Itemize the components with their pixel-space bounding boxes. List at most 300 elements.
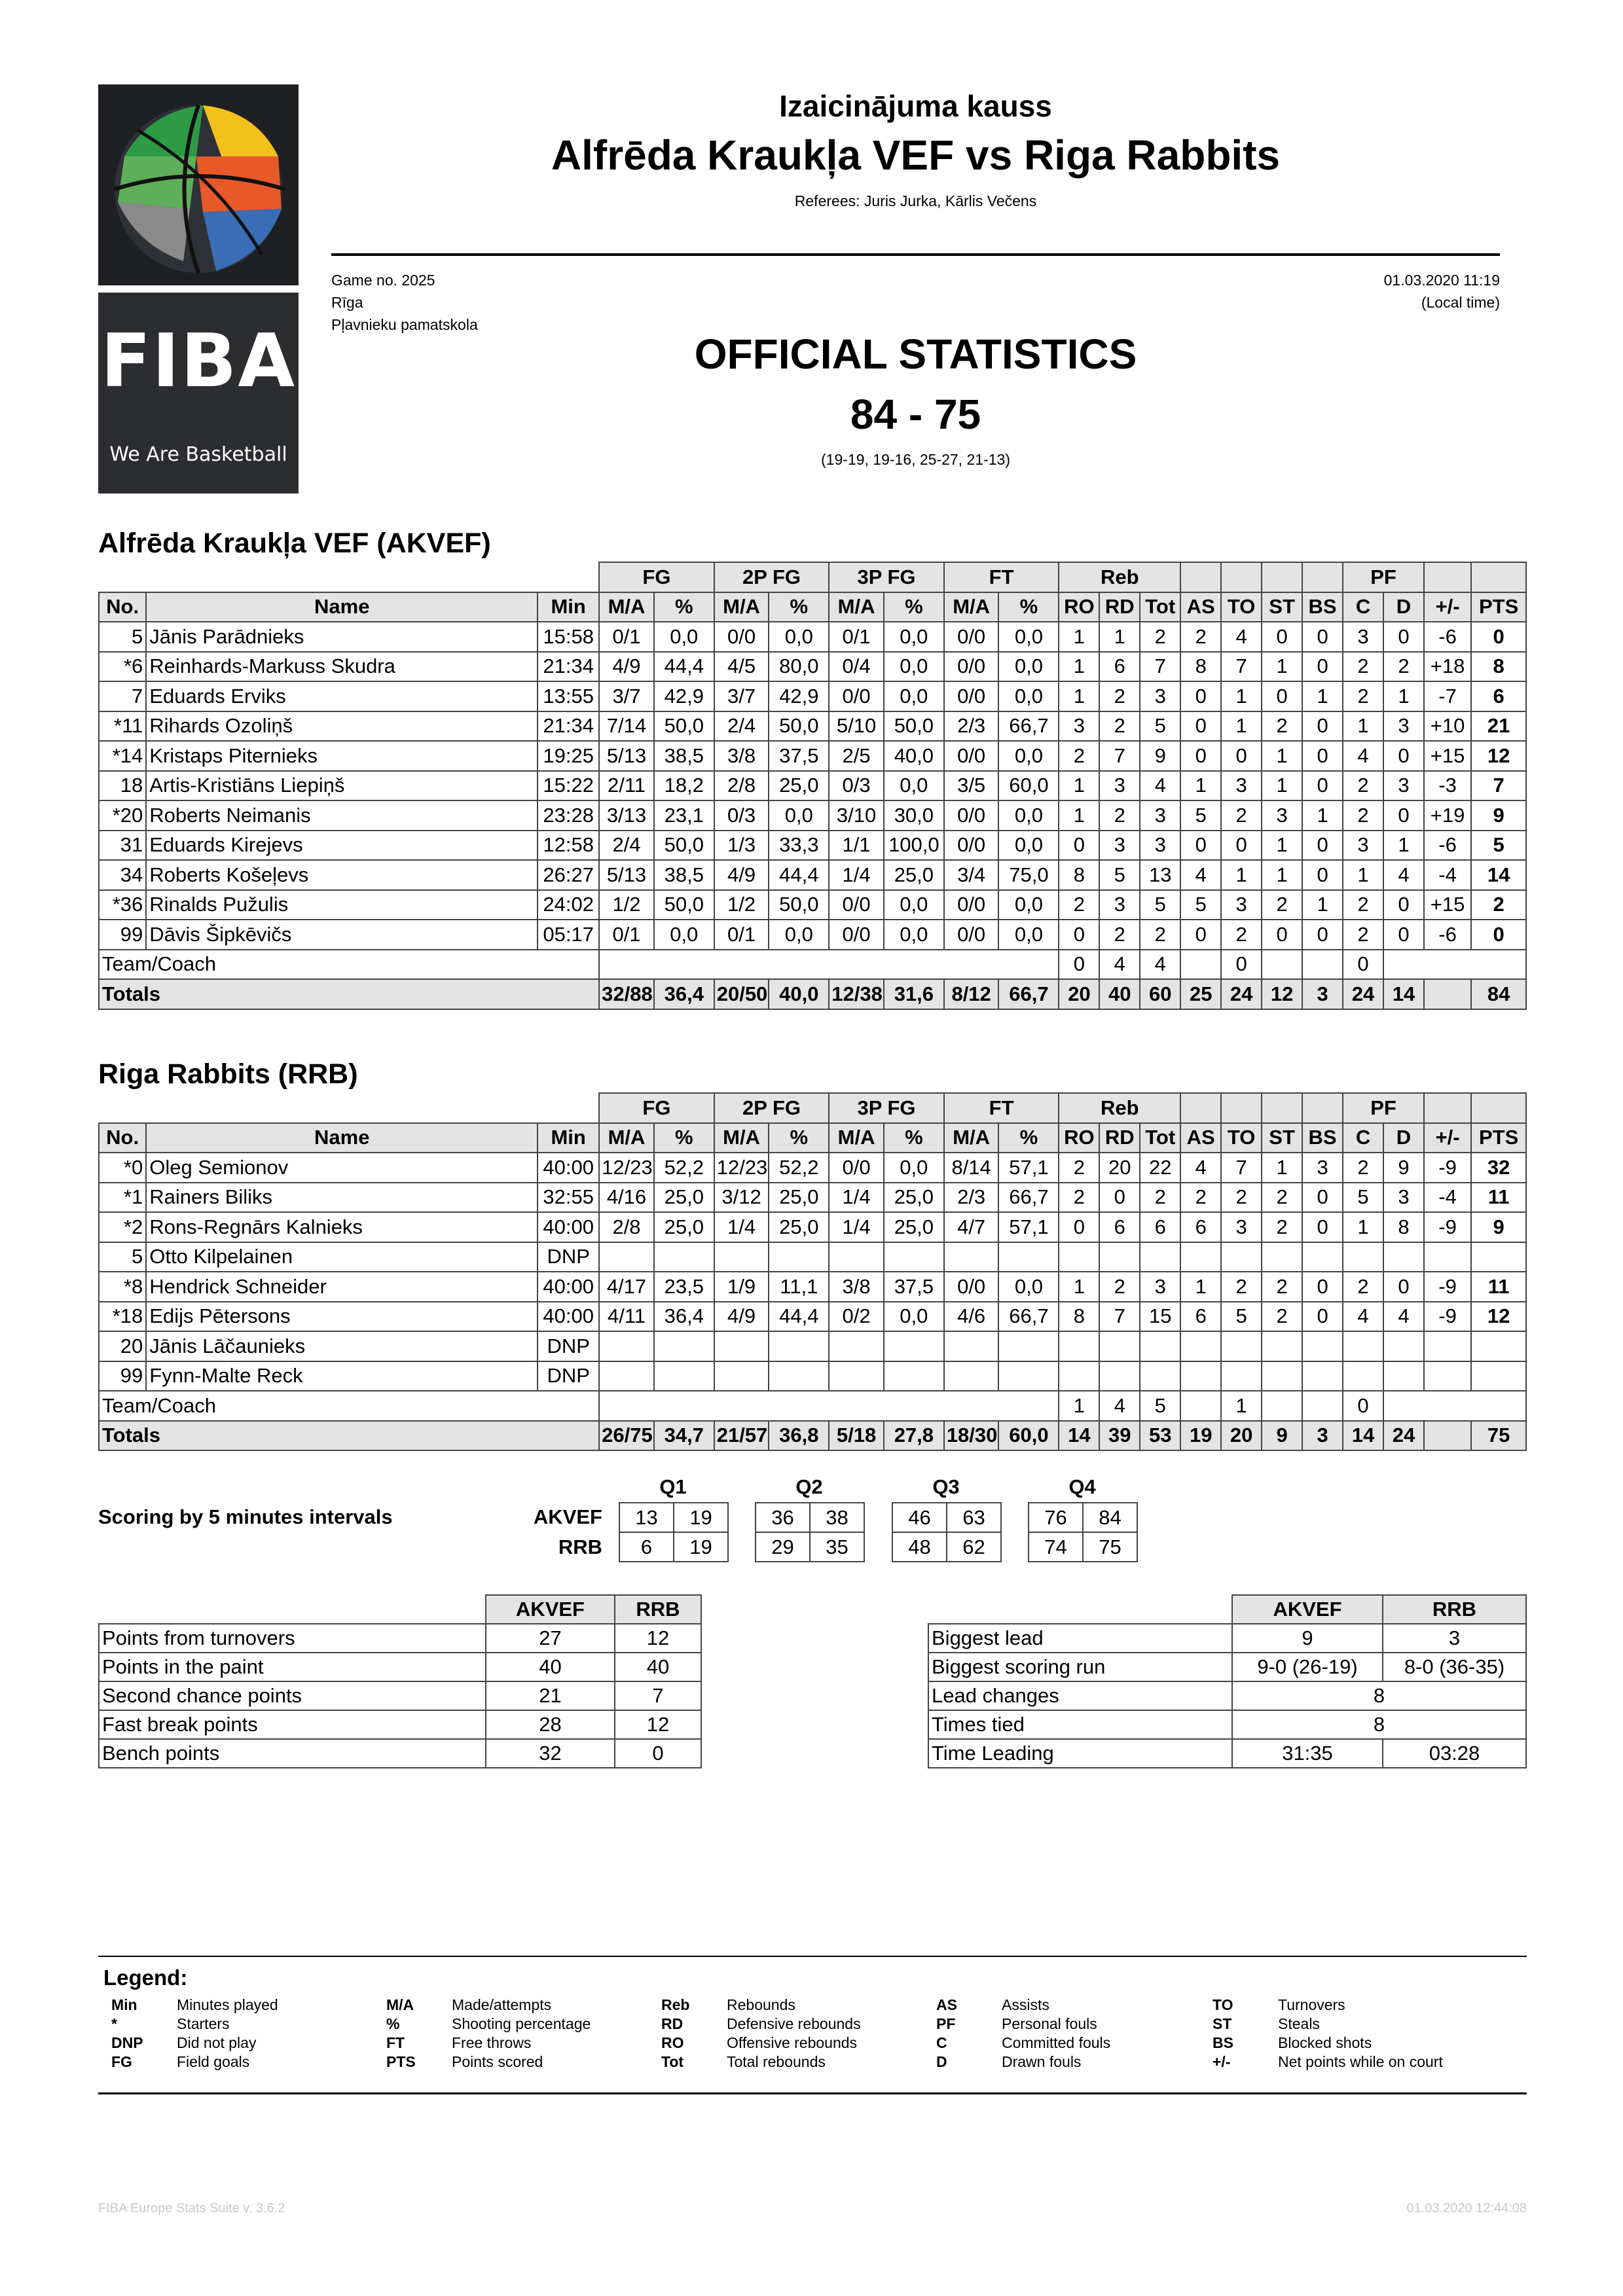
stat-cell: 21:34	[538, 711, 599, 742]
column-group-header: 2P FG	[714, 1093, 830, 1123]
stat-cell: 3	[1099, 890, 1140, 920]
stat-cell: 0,0	[884, 622, 944, 652]
stat-cell: 0	[1383, 1272, 1424, 1302]
stat-value: 7	[615, 1681, 701, 1710]
stat-cell: 1/1	[829, 831, 884, 861]
empty-cell	[1099, 1331, 1140, 1361]
legend-definition: Did not play	[177, 2034, 257, 2051]
scoring-row	[1029, 1503, 1137, 1532]
interval-score: 46	[892, 1503, 947, 1532]
empty-cell	[654, 1242, 714, 1272]
totals-cell: 19	[1180, 1421, 1221, 1451]
empty-cell	[1343, 1242, 1383, 1272]
empty-cell	[769, 1242, 829, 1272]
legend-abbr: AS	[936, 1996, 957, 2013]
legend-abbr: D	[936, 2053, 947, 2070]
stat-cell: 2/8	[599, 1212, 654, 1242]
stat-cell: 37,5	[884, 1272, 944, 1302]
stat-cell: 6	[1180, 1212, 1221, 1242]
stat-cell: -9	[1424, 1272, 1471, 1302]
empty-cell	[1180, 1242, 1221, 1272]
legend-definition: Free throws	[452, 2034, 532, 2051]
scoring-row	[1029, 1532, 1137, 1562]
totals-cell: 40,0	[769, 979, 829, 1009]
stat-cell: 0	[1302, 771, 1343, 801]
legend-definition: Points scored	[452, 2053, 543, 2070]
stat-cell: 3/7	[599, 681, 654, 711]
stat-cell: 25,0	[769, 1212, 829, 1242]
stat-cell: 2/5	[829, 741, 884, 771]
empty-header	[1221, 562, 1262, 592]
empty-cell	[1262, 1331, 1302, 1361]
stat-cell: 1/2	[599, 890, 654, 920]
column-group-header: PF	[1343, 1093, 1424, 1123]
footer-software-version: FIBA Europe Stats Suite v. 3.6.2	[98, 2201, 285, 2215]
stat-cell: 8/14	[944, 1153, 999, 1183]
legend-definition: Committed fouls	[1002, 2034, 1111, 2051]
player-row	[99, 771, 1526, 801]
totals-cell: 18/30	[944, 1421, 999, 1451]
empty-cell	[714, 1331, 769, 1361]
legend-definition: Total rebounds	[727, 2053, 826, 2070]
column-header: AS	[1180, 592, 1221, 622]
stat-row	[99, 1653, 701, 1681]
totals-cell: 27,8	[884, 1421, 944, 1451]
stat-cell: 3	[1099, 771, 1140, 801]
totals-cell: 24	[1221, 979, 1262, 1009]
interval-score: 84	[1083, 1503, 1137, 1532]
empty-header	[1302, 562, 1343, 592]
legend-abbr: FT	[386, 2034, 405, 2051]
stat-cell: 50,0	[654, 831, 714, 861]
column-header: %	[654, 592, 714, 622]
player-number: 5	[99, 622, 146, 652]
stat-cell: 40:00	[538, 1272, 599, 1302]
stat-value: 8	[1232, 1681, 1526, 1710]
empty-cell	[1302, 1242, 1343, 1272]
stat-cell: 32	[1471, 1153, 1526, 1183]
player-name: Kristaps Piternieks	[146, 741, 538, 771]
stat-cell: 5	[1471, 831, 1526, 861]
player-row	[99, 681, 1526, 711]
scoring-q2	[755, 1502, 865, 1562]
stat-cell: 1	[1343, 860, 1383, 890]
scoring-q3	[892, 1502, 1002, 1562]
stat-cell: 0/0	[714, 622, 769, 652]
empty-header	[1471, 562, 1526, 592]
stat-cell: 0,0	[998, 920, 1059, 950]
stat-cell: 1	[1221, 860, 1262, 890]
stat-cell: 24:02	[538, 890, 599, 920]
stat-row	[99, 1710, 701, 1739]
stat-cell: 4	[1099, 950, 1140, 980]
interval-score: 74	[1029, 1532, 1083, 1562]
stat-cell: 1	[1221, 711, 1262, 742]
stat-cell: 21	[1471, 711, 1526, 742]
stat-cell: 0/0	[944, 800, 999, 831]
empty-cell	[1180, 950, 1221, 980]
stat-cell: 66,7	[998, 711, 1059, 742]
stat-value: 3	[1383, 1624, 1526, 1653]
stat-cell: 0,0	[884, 771, 944, 801]
interval-score: 48	[892, 1532, 947, 1562]
stat-cell: 2	[1059, 741, 1099, 771]
stat-cell: 0/0	[944, 741, 999, 771]
stat-cell: 4/11	[599, 1302, 654, 1332]
stat-cell: 0/0	[944, 652, 999, 682]
column-header: C	[1343, 592, 1383, 622]
player-row	[99, 652, 1526, 682]
totals-cell: 12/38	[829, 979, 884, 1009]
stat-cell: 2	[1221, 800, 1262, 831]
stat-cell: 0	[1302, 652, 1343, 682]
stat-cell: 33,3	[769, 831, 829, 861]
player-name: Fynn-Malte Reck	[146, 1361, 538, 1391]
totals-label: Totals	[99, 1421, 599, 1451]
column-header-row	[99, 1123, 1526, 1153]
legend-abbr: %	[386, 2015, 400, 2032]
totals-cell: 75	[1471, 1421, 1526, 1451]
stat-cell: 0/0	[944, 622, 999, 652]
stat-row	[928, 1710, 1526, 1739]
column-group-header: 2P FG	[714, 562, 830, 592]
stat-cell: 0	[1471, 920, 1526, 950]
team-coach-row	[99, 1391, 1526, 1421]
stat-cell: 0/0	[829, 1153, 884, 1183]
stat-cell: 0,0	[998, 622, 1059, 652]
stat-cell: 20	[1099, 1153, 1140, 1183]
totals-cell: 3	[1302, 1421, 1343, 1451]
interval-score: 63	[947, 1503, 1001, 1532]
player-number: *14	[99, 741, 146, 771]
player-number: *1	[99, 1183, 146, 1213]
stat-cell: 12:58	[538, 831, 599, 861]
stat-cell: 1	[1262, 741, 1302, 771]
stat-cell: 0,0	[884, 1153, 944, 1183]
stat-label: Biggest scoring run	[928, 1653, 1232, 1681]
box-score-rrb	[98, 1092, 1527, 1451]
stat-cell: 36,4	[654, 1302, 714, 1332]
player-number: *36	[99, 890, 146, 920]
empty-header	[1221, 1093, 1262, 1123]
stat-cell: 4	[1383, 860, 1424, 890]
player-number: *18	[99, 1302, 146, 1332]
stat-cell: +15	[1424, 890, 1471, 920]
empty-cell	[1059, 1361, 1099, 1391]
team-coach-row	[99, 950, 1526, 980]
stat-cell: 2	[1180, 1183, 1221, 1213]
stat-cell: 9	[1383, 1153, 1424, 1183]
scoring-intervals-label: Scoring by 5 minutes intervals	[98, 1505, 393, 1528]
stat-cell: 0	[1383, 800, 1424, 831]
stat-cell: -9	[1424, 1153, 1471, 1183]
column-group-header: FG	[599, 562, 714, 592]
stat-cell: 0	[1059, 920, 1099, 950]
stat-cell: 44,4	[654, 652, 714, 682]
points-breakdown-table	[98, 1594, 702, 1768]
empty-cell	[654, 1331, 714, 1361]
stat-cell: 0,0	[769, 622, 829, 652]
stat-cell: 4	[1343, 741, 1383, 771]
empty-cell	[1424, 1242, 1471, 1272]
stat-cell: +19	[1424, 800, 1471, 831]
legend-definition: Offensive rebounds	[727, 2034, 858, 2051]
totals-cell: 21/57	[714, 1421, 769, 1451]
player-number: 31	[99, 831, 146, 861]
player-number: 99	[99, 920, 146, 950]
stat-cell: 1	[1302, 681, 1343, 711]
footer-print-time: 01.03.2020 12:44:08	[1406, 2201, 1527, 2215]
stat-cell: 8	[1383, 1212, 1424, 1242]
stat-cell: 1	[1059, 652, 1099, 682]
stat-label: Times tied	[928, 1710, 1232, 1739]
stat-label: Second chance points	[99, 1681, 486, 1710]
stat-cell: 0,0	[884, 681, 944, 711]
scoring-row	[892, 1503, 1001, 1532]
stat-cell: 2	[1343, 800, 1383, 831]
player-name: Jānis Parādnieks	[146, 622, 538, 652]
stat-cell: 2	[1262, 1302, 1302, 1332]
stat-cell: 8	[1471, 652, 1526, 682]
stat-value: 40	[615, 1653, 701, 1681]
column-header: BS	[1302, 1123, 1343, 1153]
stat-cell: 26:27	[538, 860, 599, 890]
stat-cell: -4	[1424, 860, 1471, 890]
stat-cell: 100,0	[884, 831, 944, 861]
stat-cell: 0/2	[829, 1302, 884, 1332]
stat-cell: 40,0	[884, 741, 944, 771]
team-heading-rrb: Riga Rabbits (RRB)	[98, 1058, 358, 1090]
stat-value: 32	[486, 1739, 615, 1768]
column-header: %	[769, 592, 829, 622]
stat-cell: 2	[1140, 622, 1180, 652]
stat-cell: 0,0	[998, 1272, 1059, 1302]
legend-abbr: Reb	[661, 1996, 690, 2013]
empty-cell	[1059, 1331, 1099, 1361]
totals-cell: 20/50	[714, 979, 769, 1009]
stat-cell: 6	[1099, 652, 1140, 682]
stat-cell: 8	[1059, 860, 1099, 890]
col-header: RRB	[1383, 1595, 1526, 1624]
legend-definition: Made/attempts	[452, 1996, 552, 2013]
empty-cell	[1383, 1391, 1526, 1421]
legend-definition: Starters	[177, 2015, 230, 2032]
stat-cell: 66,7	[998, 1183, 1059, 1213]
stat-cell: 2	[1099, 1272, 1140, 1302]
stat-cell: 2	[1099, 800, 1140, 831]
legend-abbr: RD	[661, 2015, 684, 2032]
legend-abbr: +/-	[1213, 2053, 1231, 2070]
stat-value: 21	[486, 1681, 615, 1710]
stat-cell: 3	[1140, 681, 1180, 711]
stat-cell: 80,0	[769, 652, 829, 682]
stat-cell: 0,0	[769, 920, 829, 950]
column-header: %	[769, 1123, 829, 1153]
stat-label: Points in the paint	[99, 1653, 486, 1681]
stat-cell: 18,2	[654, 771, 714, 801]
stat-cell: 0,0	[998, 741, 1059, 771]
interval-score: 6	[619, 1532, 674, 1562]
player-number: *20	[99, 800, 146, 831]
empty-cell	[1140, 1242, 1180, 1272]
player-row	[99, 890, 1526, 920]
player-name: Artis-Kristiāns Liepiņš	[146, 771, 538, 801]
legend-abbr: M/A	[386, 1996, 414, 2013]
stat-cell: 6	[1140, 1212, 1180, 1242]
empty-cell	[1262, 1391, 1302, 1421]
stat-cell: 1	[1343, 711, 1383, 742]
stat-cell: 0/0	[944, 831, 999, 861]
stat-cell: 1/4	[714, 1212, 769, 1242]
player-row	[99, 1361, 1526, 1391]
empty-cell	[1099, 1242, 1140, 1272]
stat-cell: 50,0	[654, 890, 714, 920]
empty-cell	[1180, 1331, 1221, 1361]
column-group-header: Reb	[1059, 562, 1180, 592]
player-row	[99, 1331, 1526, 1361]
stat-cell: 5	[1099, 860, 1140, 890]
scoring-team-label: RRB	[558, 1535, 602, 1558]
column-header: ST	[1262, 1123, 1302, 1153]
stat-cell: 44,4	[769, 860, 829, 890]
totals-cell: 9	[1262, 1421, 1302, 1451]
empty-cell	[829, 1242, 884, 1272]
group-header-row	[99, 1093, 1526, 1123]
stat-cell: 7/14	[599, 711, 654, 742]
player-number: 20	[99, 1331, 146, 1361]
stat-cell: 0	[1059, 831, 1099, 861]
stat-cell: 25,0	[654, 1212, 714, 1242]
empty-header	[99, 1093, 599, 1123]
totals-cell: 36,8	[769, 1421, 829, 1451]
stat-cell: 7	[1221, 1153, 1262, 1183]
stat-cell: 0	[1059, 950, 1099, 980]
player-name: Eduards Erviks	[146, 681, 538, 711]
empty-cell	[998, 1331, 1059, 1361]
player-name: Otto Kilpelainen	[146, 1242, 538, 1272]
column-group-header: 3P FG	[829, 562, 944, 592]
scoring-team-label: AKVEF	[533, 1505, 602, 1528]
totals-cell: 36,4	[654, 979, 714, 1009]
stat-cell: 2/11	[599, 771, 654, 801]
stat-value: 31:35	[1232, 1739, 1383, 1768]
stat-cell: 2	[1343, 1153, 1383, 1183]
game-title: Alfrēda Kraukļa VEF vs Riga Rabbits	[551, 132, 1281, 179]
column-header: PTS	[1471, 592, 1526, 622]
stat-cell: -6	[1424, 831, 1471, 861]
game-city: Rīga	[331, 294, 363, 311]
stat-cell: 37,5	[769, 741, 829, 771]
stat-cell: -6	[1424, 920, 1471, 950]
column-header: TO	[1221, 592, 1262, 622]
totals-cell: 34,7	[654, 1421, 714, 1451]
stat-cell: 3	[1221, 890, 1262, 920]
totals-cell: 25	[1180, 979, 1221, 1009]
stat-cell: 1	[1059, 800, 1099, 831]
basketball-logo	[98, 84, 299, 285]
totals-cell: 14	[1343, 1421, 1383, 1451]
stat-cell: 40:00	[538, 1212, 599, 1242]
stat-cell: 0,0	[998, 831, 1059, 861]
referees: Referees: Juris Jurka, Kārlis Večens	[794, 192, 1037, 209]
stat-cell: 1	[1099, 622, 1140, 652]
stat-cell: 6	[1471, 681, 1526, 711]
column-header: M/A	[944, 592, 999, 622]
empty-header	[1262, 1093, 1302, 1123]
quarter-label: Q2	[795, 1475, 823, 1498]
stat-cell: 1/9	[714, 1272, 769, 1302]
player-name: Oleg Semionov	[146, 1153, 538, 1183]
stat-cell: 0/0	[829, 920, 884, 950]
stat-cell: 0	[1180, 920, 1221, 950]
stat-cell: 3/7	[714, 681, 769, 711]
interval-score: 75	[1083, 1532, 1137, 1562]
stat-cell: 5	[1180, 800, 1221, 831]
column-group-header: 3P FG	[829, 1093, 944, 1123]
column-header: M/A	[829, 1123, 884, 1153]
stat-cell: 2	[1343, 890, 1383, 920]
stat-cell: +10	[1424, 711, 1471, 742]
empty-cell	[884, 1361, 944, 1391]
stat-cell: -4	[1424, 1183, 1471, 1213]
player-name: Rons-Regnārs Kalnieks	[146, 1212, 538, 1242]
stat-label: Biggest lead	[928, 1624, 1232, 1653]
column-header: ST	[1262, 592, 1302, 622]
stat-cell: 05:17	[538, 920, 599, 950]
column-header: M/A	[829, 592, 884, 622]
stat-cell: 38,5	[654, 741, 714, 771]
stat-cell: 25,0	[769, 771, 829, 801]
stat-cell: 2	[1221, 1272, 1262, 1302]
stat-cell: 3	[1343, 622, 1383, 652]
stat-cell: 15	[1140, 1302, 1180, 1332]
stat-cell: 2	[1262, 1183, 1302, 1213]
legend-title: Legend:	[103, 1965, 188, 1990]
stat-value: 9-0 (26-19)	[1232, 1653, 1383, 1681]
empty-header	[1471, 1093, 1526, 1123]
legend-abbr: ST	[1213, 2015, 1232, 2032]
totals-cell	[1424, 979, 1471, 1009]
competition-name: Izaicinājuma kauss	[779, 89, 1052, 123]
totals-cell: 3	[1302, 979, 1343, 1009]
stat-cell: 3/13	[599, 800, 654, 831]
stat-cell: 4	[1221, 622, 1262, 652]
player-name: Edijs Pētersons	[146, 1302, 538, 1332]
totals-row	[99, 1421, 1526, 1451]
player-row	[99, 1242, 1526, 1272]
scoring-q1	[619, 1502, 729, 1562]
column-header: %	[654, 1123, 714, 1153]
totals-cell: 26/75	[599, 1421, 654, 1451]
stat-cell: +15	[1424, 741, 1471, 771]
column-header: M/A	[599, 592, 654, 622]
stat-row	[99, 1624, 701, 1653]
stat-cell: 4/17	[599, 1272, 654, 1302]
player-name: Dāvis Šipkēvičs	[146, 920, 538, 950]
totals-cell: 20	[1221, 1421, 1262, 1451]
stat-cell: 0	[1262, 681, 1302, 711]
stat-cell: 23,5	[654, 1272, 714, 1302]
empty-header	[1180, 562, 1221, 592]
player-row	[99, 831, 1526, 861]
legend-abbr: Min	[111, 1996, 137, 2013]
empty-cell	[1140, 1331, 1180, 1361]
player-number: 18	[99, 771, 146, 801]
stat-cell: 40:00	[538, 1302, 599, 1332]
scoring-row	[892, 1532, 1001, 1562]
stat-cell: 2/3	[944, 1183, 999, 1213]
stat-cell: 1	[1221, 1391, 1262, 1421]
